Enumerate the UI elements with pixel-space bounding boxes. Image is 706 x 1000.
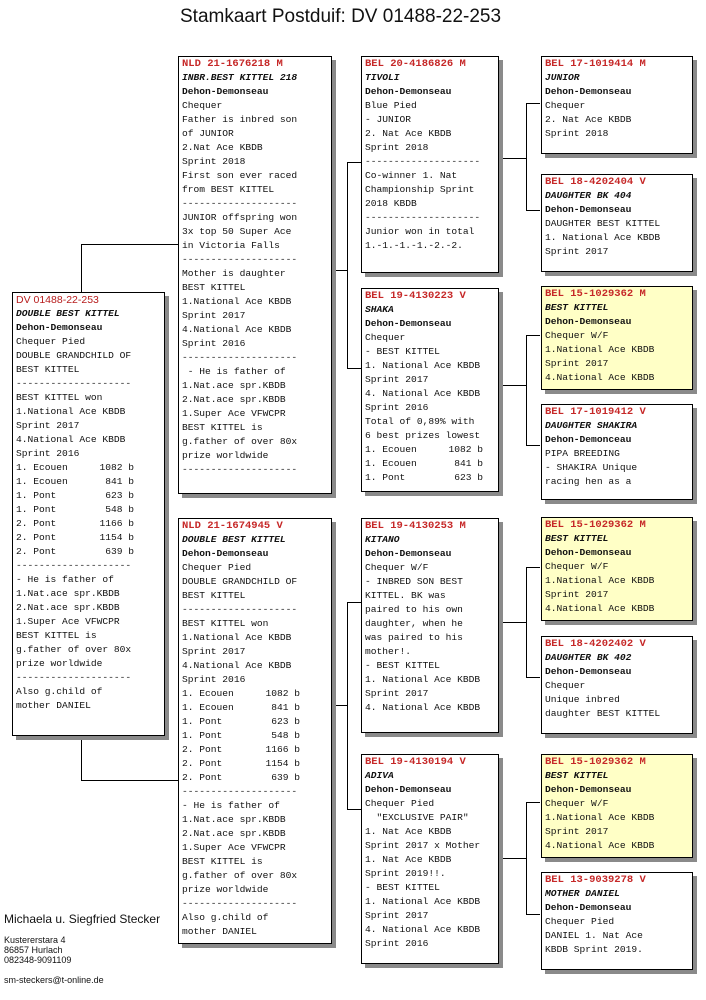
great-grandparent-card-fff — [541, 56, 693, 154]
owner-city: 86857 Hurlach — [4, 945, 63, 955]
info-line: 1.-1.-1.-1.-2.-2. — [365, 240, 463, 251]
info-line: Sprint 2018 — [365, 142, 429, 153]
pigeon-name: INBR.BEST KITTEL 218 — [182, 72, 298, 83]
ring-number: DV 01488-22-253 — [16, 294, 99, 306]
race-result-row — [182, 729, 300, 743]
info-line: BEST KITTEL is — [16, 630, 97, 641]
great-grandparent-card-ffm — [541, 174, 693, 272]
info-line: 1.National Ace KBDB — [182, 296, 292, 307]
info-line: Sprint 2017 — [545, 246, 609, 257]
info-line: 4.National Ace KBDB — [182, 660, 292, 671]
ring-number: BEL 15-1029362 M — [545, 756, 646, 768]
info-line: BEST KITTEL won — [182, 618, 269, 629]
info-line: Sprint 2017 — [365, 374, 429, 385]
separator-line: -------------------- — [182, 254, 298, 265]
info-line: daughter BEST KITTEL — [545, 708, 661, 719]
info-line: Sprint 2019!!. — [365, 868, 446, 879]
separator-line: -------------------- — [182, 352, 298, 363]
info-line: "EXCLUSIVE PAIR" — [365, 812, 469, 823]
breeder-name: Dehon-Demonseau — [365, 548, 452, 559]
info-line: 1.Nat.ace spr.KBDB — [182, 380, 286, 391]
race-result-birds: 548 b — [105, 504, 134, 515]
pigeon-name: BEST KITTEL — [545, 302, 609, 313]
card-body — [542, 71, 692, 141]
info-line: daughter, when he — [365, 618, 463, 629]
owner-phone: 082348-9091109 — [4, 955, 72, 965]
separator-line: -------------------- — [365, 212, 481, 223]
info-line: 2018 KBDB — [365, 198, 417, 209]
info-line: Sprint 2017 — [182, 646, 246, 657]
ring-number: BEL 13-9039278 V — [545, 874, 646, 886]
connector-line — [497, 158, 527, 159]
connector-line — [526, 103, 527, 210]
card-body — [542, 189, 692, 259]
connector-line — [526, 335, 540, 336]
ring-number: BEL 17-1019412 V — [545, 406, 646, 418]
pigeon-name: TIVOLI — [365, 72, 400, 83]
breeder-name: Dehon-Demonseau — [182, 548, 269, 559]
info-line: 4. National Ace KBDB — [365, 702, 481, 713]
info-line: Chequer W/F — [545, 330, 609, 341]
info-line: DAUGHTER BEST KITTEL — [545, 218, 661, 229]
info-line: in Victoria Falls — [182, 240, 280, 251]
breeder-name: Dehon-Demonseau — [16, 322, 103, 333]
info-line: Chequer W/F — [545, 798, 609, 809]
race-result-birds: 639 b — [105, 546, 134, 557]
info-line: - BEST KITTEL — [365, 882, 440, 893]
info-line: BEST KITTEL won — [16, 392, 103, 403]
pigeon-name: DOUBLE BEST KITTEL — [182, 534, 286, 545]
race-result-birds: 1082 b — [448, 444, 483, 455]
info-line: 2.Nat.ace spr.KBDB — [182, 828, 286, 839]
breeder-name: Dehon-Demonseau — [365, 318, 452, 329]
ring-number: BEL 19-4130223 V — [365, 290, 466, 302]
info-line: Sprint 2018 — [182, 156, 246, 167]
card-body — [362, 533, 498, 715]
info-line: g.father of over 80x — [182, 870, 298, 881]
paternal-grandmother-card — [361, 288, 499, 492]
race-result-row — [365, 471, 483, 485]
race-result-place: 2. Pont — [182, 758, 223, 769]
race-result-place: 2. Pont — [182, 744, 223, 755]
race-result-place: 1. Ecouen — [182, 702, 234, 713]
card-body — [542, 532, 692, 616]
race-result-place: 2. Pont — [16, 546, 57, 557]
ring-number: NLD 21-1674945 V — [182, 520, 283, 532]
race-result-row — [16, 503, 134, 517]
info-line: prize worldwide — [182, 450, 269, 461]
info-line: BEST KITTEL — [16, 364, 80, 375]
connector-line — [81, 735, 82, 780]
info-line: Sprint 2017 — [365, 910, 429, 921]
info-line: Unique inbred — [545, 694, 620, 705]
info-line: was paired to his — [365, 632, 463, 643]
connector-line — [347, 162, 361, 163]
breeder-name: Dehon-Demonseau — [545, 666, 632, 677]
separator-line: -------------------- — [16, 560, 132, 571]
info-line: 4.National Ace KBDB — [545, 372, 655, 383]
card-body — [542, 301, 692, 385]
info-line: 4. National Ace KBDB — [365, 388, 481, 399]
info-line: 1. National Ace KBDB — [365, 896, 481, 907]
card-body — [362, 769, 498, 951]
separator-line: -------------------- — [16, 672, 132, 683]
pigeon-name: BEST KITTEL — [545, 770, 609, 781]
connector-line — [526, 802, 540, 803]
great-grandparent-card-fmm — [541, 404, 693, 500]
connector-line — [81, 244, 82, 293]
race-result-row — [16, 489, 134, 503]
separator-line: -------------------- — [182, 786, 298, 797]
great-grandparent-card-mmm — [541, 872, 693, 970]
breeder-name: Dehon-Demonseau — [545, 902, 632, 913]
info-line: 1.National Ace KBDB — [16, 406, 126, 417]
race-result-birds: 1166 b — [99, 518, 134, 529]
connector-line — [347, 368, 361, 369]
info-line: Sprint 2017 — [545, 358, 609, 369]
race-result-row — [182, 743, 300, 757]
info-line: DOUBLE GRANDCHILD OF — [16, 350, 132, 361]
breeder-name: Dehon-Demonceau — [545, 434, 632, 445]
separator-line: -------------------- — [365, 156, 481, 167]
race-result-row — [16, 461, 134, 475]
race-result-row — [16, 475, 134, 489]
ring-number: BEL 18-4202402 V — [545, 638, 646, 650]
connector-line — [526, 445, 540, 446]
connector-line — [526, 335, 527, 445]
info-line: Co-winner 1. Nat — [365, 170, 458, 181]
info-line: Championship Sprint — [365, 184, 475, 195]
maternal-grandfather-card — [361, 518, 499, 733]
info-line: Sprint 2016 — [182, 338, 246, 349]
race-result-row — [182, 715, 300, 729]
race-result-birds: 623 b — [105, 490, 134, 501]
race-result-row — [365, 443, 483, 457]
info-line: - He is father of — [182, 800, 280, 811]
info-line: - SHAKIRA Unique — [545, 462, 638, 473]
connector-line — [347, 162, 348, 368]
info-line: Chequer Pied — [365, 798, 435, 809]
info-line: - BEST KITTEL — [365, 346, 440, 357]
info-line: Chequer — [182, 100, 223, 111]
father-card — [178, 56, 332, 494]
race-result-row — [182, 771, 300, 785]
separator-line: -------------------- — [182, 604, 298, 615]
breeder-name: Dehon-Demonseau — [182, 86, 269, 97]
great-grandparent-card-mmf — [541, 754, 693, 858]
connector-line — [526, 567, 540, 568]
info-line: Blue Pied — [365, 100, 417, 111]
info-line: Chequer Pied — [545, 916, 615, 927]
info-line: Sprint 2017 x Mother — [365, 840, 481, 851]
breeder-name: Dehon-Demonseau — [365, 784, 452, 795]
info-line: 3x top 50 Super Ace — [182, 226, 292, 237]
info-line: 1.National Ace KBDB — [545, 575, 655, 586]
info-line: 1. National Ace KBDB — [365, 360, 481, 371]
info-line: Chequer — [545, 680, 586, 691]
race-result-place: 2. Pont — [16, 518, 57, 529]
race-result-place: 1. Pont — [182, 716, 223, 727]
info-line: Chequer W/F — [545, 561, 609, 572]
card-body — [542, 769, 692, 853]
info-line: Chequer — [365, 332, 406, 343]
info-line: prize worldwide — [182, 884, 269, 895]
race-result-place: 2. Pont — [182, 772, 223, 783]
race-result-birds: 623 b — [454, 472, 483, 483]
info-line: prize worldwide — [16, 658, 103, 669]
info-line: Father is inbred son — [182, 114, 298, 125]
race-result-row — [16, 531, 134, 545]
ring-number: BEL 17-1019414 M — [545, 58, 646, 70]
info-line: Sprint 2017 — [365, 688, 429, 699]
great-grandparent-card-mff — [541, 517, 693, 621]
race-result-place: 1. Ecouen — [16, 476, 68, 487]
race-result-birds: 623 b — [271, 716, 300, 727]
connector-line — [347, 602, 361, 603]
race-result-row — [182, 701, 300, 715]
info-line: 1. National Ace KBDB — [365, 674, 481, 685]
owner-email: sm-steckers@t-online.de — [4, 975, 104, 985]
great-grandparent-card-mfm — [541, 636, 693, 734]
breeder-name: Dehon-Demonseau — [365, 86, 452, 97]
race-result-birds: 841 b — [454, 458, 483, 469]
race-result-place: 1. Pont — [365, 472, 406, 483]
info-line: First son ever raced — [182, 170, 298, 181]
pigeon-name: ADIVA — [365, 770, 394, 781]
info-line: 1.Super Ace VFWCPR — [182, 408, 286, 419]
race-result-birds: 1154 b — [265, 758, 300, 769]
info-line: of JUNIOR — [182, 128, 234, 139]
race-result-birds: 639 b — [271, 772, 300, 783]
separator-line: -------------------- — [182, 198, 298, 209]
info-line: 1.Nat.ace spr.KBDB — [182, 814, 286, 825]
race-result-place: 1. Pont — [16, 490, 57, 501]
card-body — [179, 71, 331, 477]
separator-line: -------------------- — [182, 464, 298, 475]
connector-line — [330, 270, 348, 271]
race-result-place: 1. Pont — [16, 504, 57, 515]
info-line: Sprint 2017 — [545, 826, 609, 837]
info-line: mother DANIEL — [182, 926, 257, 937]
great-grandparent-card-fmf — [541, 286, 693, 390]
info-line: BEST KITTEL is — [182, 422, 263, 433]
race-result-birds: 1166 b — [265, 744, 300, 755]
race-result-birds: 841 b — [105, 476, 134, 487]
race-result-row — [182, 757, 300, 771]
info-line: mother DANIEL — [16, 700, 91, 711]
info-line: Also g.child of — [16, 686, 103, 697]
info-line: 1.Nat.ace spr.KBDB — [16, 588, 120, 599]
info-line: 1.National Ace KBDB — [182, 632, 292, 643]
info-line: KBDB Sprint 2019. — [545, 944, 643, 955]
info-line: KITTEL. BK was — [365, 590, 446, 601]
info-line: BEST KITTEL is — [182, 856, 263, 867]
info-line: 1. National Ace KBDB — [545, 232, 661, 243]
info-line: 2. Nat Ace KBDB — [545, 114, 632, 125]
ring-number: BEL 20-4186826 M — [365, 58, 466, 70]
info-line: 4.National Ace KBDB — [545, 603, 655, 614]
info-line: 1. Nat Ace KBDB — [365, 826, 452, 837]
info-line: Sprint 2017 — [182, 310, 246, 321]
race-result-row — [182, 687, 300, 701]
info-line: 4.National Ace KBDB — [16, 434, 126, 445]
info-line: - BEST KITTEL — [365, 660, 440, 671]
info-line: - He is father of — [16, 574, 114, 585]
ring-number: BEL 15-1029362 M — [545, 519, 646, 531]
card-body — [542, 651, 692, 721]
connector-line — [347, 809, 361, 810]
info-line: Chequer W/F — [365, 562, 429, 573]
info-line: racing hen as a — [545, 476, 632, 487]
card-body — [542, 887, 692, 957]
ring-number: BEL 19-4130253 M — [365, 520, 466, 532]
owner-street: Kustererstara 4 — [4, 935, 66, 945]
info-line: - JUNIOR — [365, 114, 412, 125]
race-result-place: 1. Pont — [182, 730, 223, 741]
info-line: 4.National Ace KBDB — [545, 840, 655, 851]
race-result-birds: 1082 b — [265, 688, 300, 699]
connector-line — [526, 103, 540, 104]
separator-line: -------------------- — [182, 898, 298, 909]
pigeon-name: KITANO — [365, 534, 400, 545]
info-line: Sprint 2016 — [365, 938, 429, 949]
breeder-name: Dehon-Demonseau — [545, 204, 632, 215]
pigeon-name: DAUGHTER SHAKIRA — [545, 420, 638, 431]
info-line: DOUBLE GRANDCHILD OF — [182, 576, 298, 587]
paternal-grandfather-card — [361, 56, 499, 273]
info-line: BEST KITTEL — [182, 282, 246, 293]
race-result-birds: 1082 b — [99, 462, 134, 473]
info-line: mother!. — [365, 646, 412, 657]
info-line: Mother is daughter — [182, 268, 286, 279]
info-line: 6 best prizes lowest — [365, 430, 481, 441]
race-result-birds: 841 b — [271, 702, 300, 713]
info-line: BEST KITTEL — [182, 590, 246, 601]
info-line: 1. Nat Ace KBDB — [365, 854, 452, 865]
race-result-place: 1. Ecouen — [182, 688, 234, 699]
race-result-row — [16, 545, 134, 559]
pigeon-name: JUNIOR — [545, 72, 580, 83]
info-line: - He is father of — [182, 366, 286, 377]
pigeon-name: DAUGHTER BK 404 — [545, 190, 632, 201]
info-line: Chequer Pied — [16, 336, 86, 347]
ring-number: NLD 21-1676218 M — [182, 58, 283, 70]
info-line: 1.Super Ace VFWCPR — [16, 616, 120, 627]
info-line: Sprint 2018 — [545, 128, 609, 139]
card-body — [362, 71, 498, 253]
connector-line — [526, 210, 540, 211]
connector-line — [81, 244, 178, 245]
connector-line — [497, 858, 527, 859]
pigeon-name: MOTHER DANIEL — [545, 888, 620, 899]
connector-line — [497, 622, 527, 623]
info-line: Sprint 2017 — [545, 589, 609, 600]
race-result-place: 2. Pont — [16, 532, 57, 543]
connector-line — [81, 780, 178, 781]
info-line: - INBRED SON BEST — [365, 576, 463, 587]
pigeon-name: SHAKA — [365, 304, 394, 315]
breeder-name: Dehon-Demonseau — [545, 316, 632, 327]
info-line: Chequer Pied — [182, 562, 252, 573]
info-line: 1.Super Ace VFWCPR — [182, 842, 286, 853]
info-line: Also g.child of — [182, 912, 269, 923]
pigeon-name: BEST KITTEL — [545, 533, 609, 544]
card-body — [362, 303, 498, 485]
info-line: 1.National Ace KBDB — [545, 344, 655, 355]
card-body — [13, 307, 164, 713]
info-line: DANIEL 1. Nat Ace — [545, 930, 643, 941]
mother-card — [178, 518, 332, 944]
info-line: PIPA BREEDING — [545, 448, 620, 459]
info-line: Sprint 2016 — [182, 674, 246, 685]
info-line: g.father of over 80x — [182, 436, 298, 447]
maternal-grandmother-card — [361, 754, 499, 964]
separator-line: -------------------- — [16, 378, 132, 389]
connector-line — [497, 385, 527, 386]
race-result-place: 1. Ecouen — [365, 444, 417, 455]
race-result-place: 1. Ecouen — [16, 462, 68, 473]
breeder-name: Dehon-Demonseau — [545, 784, 632, 795]
info-line: 1.National Ace KBDB — [545, 812, 655, 823]
info-line: Sprint 2016 — [365, 402, 429, 413]
race-result-birds: 1154 b — [99, 532, 134, 543]
info-line: from BEST KITTEL — [182, 184, 275, 195]
info-line: Chequer — [545, 100, 586, 111]
card-body — [542, 419, 692, 489]
connector-line — [526, 914, 540, 915]
info-line: 2.Nat.ace spr.KBDB — [182, 394, 286, 405]
card-body — [179, 533, 331, 939]
info-line: Total of 0,89% with — [365, 416, 475, 427]
ring-number: BEL 19-4130194 V — [365, 756, 466, 768]
breeder-name: Dehon-Demonseau — [545, 547, 632, 558]
pigeon-name: DOUBLE BEST KITTEL — [16, 308, 120, 319]
info-line: 2.Nat.ace spr.KBDB — [16, 602, 120, 613]
connector-line — [526, 677, 540, 678]
pigeon-name: DAUGHTER BK 402 — [545, 652, 632, 663]
info-line: 4. National Ace KBDB — [365, 924, 481, 935]
race-result-row — [16, 517, 134, 531]
breeder-name: Dehon-Demonseau — [545, 86, 632, 97]
race-result-row — [365, 457, 483, 471]
info-line: 4.National Ace KBDB — [182, 324, 292, 335]
info-line: 2. Nat Ace KBDB — [365, 128, 452, 139]
connector-line — [330, 705, 348, 706]
race-result-birds: 548 b — [271, 730, 300, 741]
info-line: g.father of over 80x — [16, 644, 132, 655]
race-result-place: 1. Ecouen — [365, 458, 417, 469]
info-line: paired to his own — [365, 604, 463, 615]
info-line: 2.Nat Ace KBDB — [182, 142, 263, 153]
ring-number: BEL 18-4202404 V — [545, 176, 646, 188]
info-line: Sprint 2016 — [16, 448, 80, 459]
info-line: JUNIOR offspring won — [182, 212, 298, 223]
owner-name: Michaela u. Siegfried Stecker — [4, 912, 161, 926]
ring-number: BEL 15-1029362 M — [545, 288, 646, 300]
info-line: Junior won in total — [365, 226, 475, 237]
info-line: Sprint 2017 — [16, 420, 80, 431]
subject-pigeon-card — [12, 292, 165, 736]
page-title: Stamkaart Postduif: DV 01488-22-253 — [180, 6, 502, 27]
